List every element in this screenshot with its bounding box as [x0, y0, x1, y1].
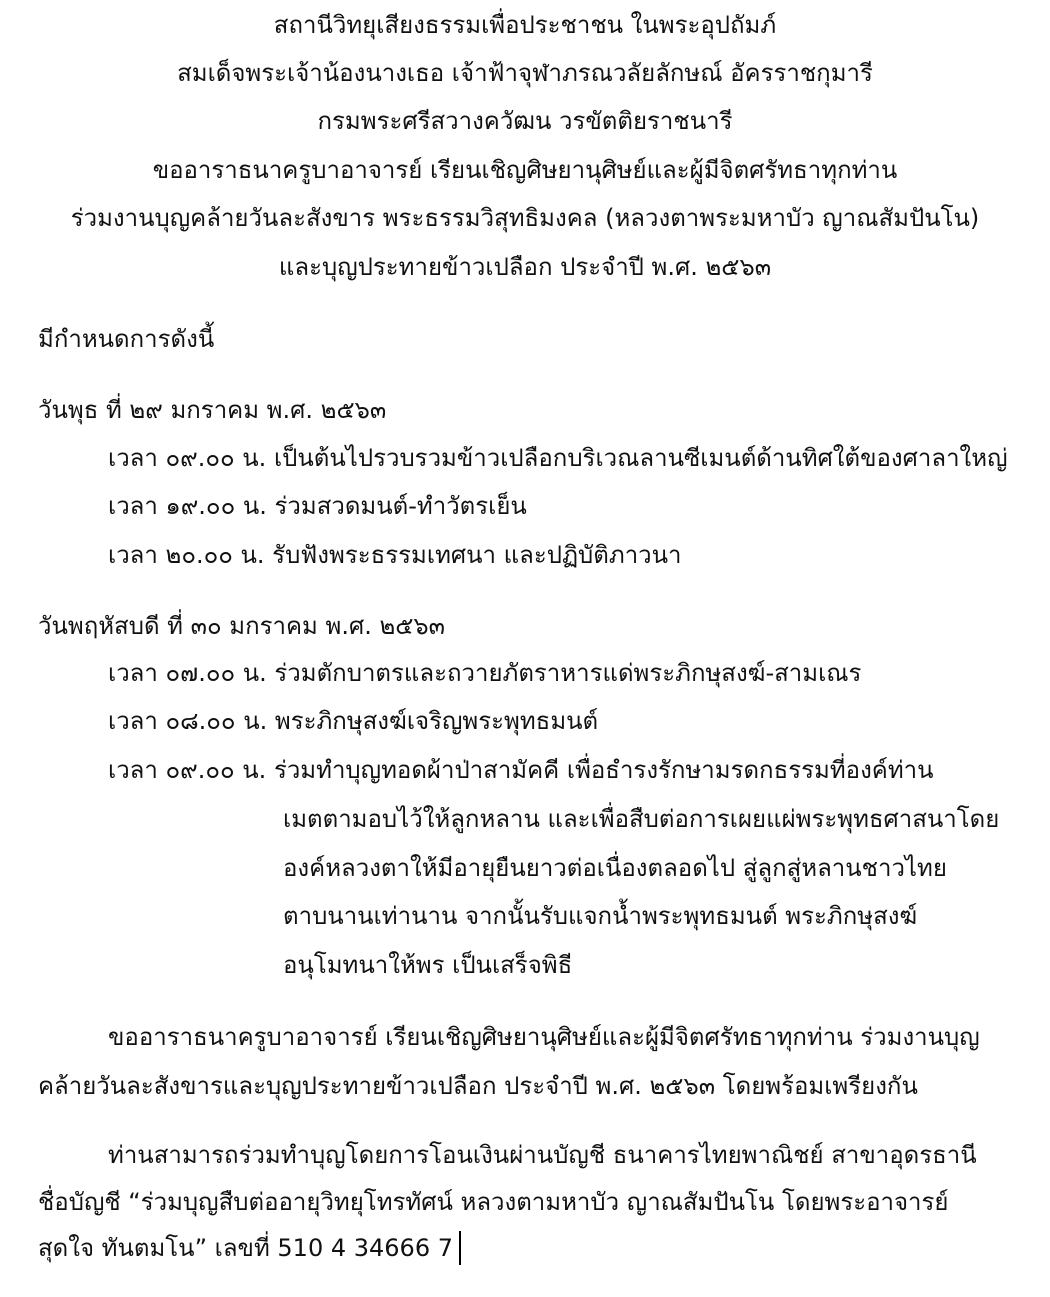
- text-cursor[interactable]: [459, 1231, 461, 1265]
- header-line-2: สมเด็จพระเจ้าน้องนางเธอ เจ้าฟ้าจุฬาภรณวลัยลักษณ์ อัครราชกุมารี: [177, 59, 873, 87]
- day2-heading: วันพฤหัสบดี ที่ ๓๐ มกราคม พ.ศ. ๒๕๖๓: [38, 612, 446, 640]
- day2-item: เวลา ๐๘.๐๐ น. พระภิกษุสงฆ์เจริญพระพุทธมนต์: [108, 707, 599, 735]
- day1-item: เวลา ๐๙.๐๐ น. เป็นต้นไปรวบรวมข้าวเปลือกบริเวณลานซีเมนต์ด้านทิศใต้ของศาลาใหญ่: [108, 444, 1008, 472]
- header-line-6: และบุญประทายข้าวเปลือก ประจำปี พ.ศ. ๒๕๖๓: [278, 253, 772, 281]
- header-line-4: ขออาราธนาครูบาอาจารย์ เรียนเชิญศิษยานุศิษย์และผู้มีจิตศรัทธาทุกท่าน: [152, 156, 898, 184]
- day2-item: เวลา ๐๙.๐๐ น. ร่วมทำบุญทอดผ้าป่าสามัคคี เพื่อธำรงรักษามรดกธรรมที่องค์ท่าน: [108, 756, 934, 784]
- day2-item: เวลา ๐๗.๐๐ น. ร่วมตักบาตรและถวายภัตราหารแด่พระภิกษุสงฆ์-สามเณร: [108, 659, 862, 687]
- header-line-3: กรมพระศรีสวางควัฒน วรขัตติยราชนารี: [317, 107, 733, 135]
- day1-item: เวลา ๒๐.๐๐ น. รับฟังพระธรรมเทศนา และปฏิบัติภาวนา: [108, 541, 682, 569]
- day1-item: เวลา ๑๙.๐๐ น. ร่วมสวดมนต์-ทำวัตรเย็น: [108, 492, 527, 520]
- header-line-5: ร่วมงานบุญคล้ายวันละสังขาร พระธรรมวิสุทธิมงคล (หลวงตาพระมหาบัว ญาณสัมปันโน): [70, 204, 980, 232]
- day1-heading: วันพุธ ที่ ๒๙ มกราคม พ.ศ. ๒๕๖๓: [38, 396, 387, 424]
- day2-item-continuation: องค์หลวงตาให้มีอายุยืนยาวต่อเนื่องตลอดไป สู่ลูกสู่หลานชาวไทย: [283, 854, 947, 882]
- invite-paragraph-line-2: คล้ายวันละสังขารและบุญประทายข้าวเปลือก ประจำปี พ.ศ. ๒๕๖๓ โดยพร้อมเพรียงกัน: [38, 1072, 918, 1100]
- header-line-1: สถานีวิทยุเสียงธรรมเพื่อประชาชน ในพระอุปถัมภ์: [273, 11, 777, 39]
- day2-item-continuation: อนุโมทนาให้พร เป็นเสร็จพิธี: [283, 951, 573, 979]
- schedule-intro: มีกำหนดการดังนี้: [38, 325, 215, 353]
- donation-paragraph-line-3: สุดใจ ทันตมโน” เลขที่ 510 4 34666 7: [38, 1234, 453, 1262]
- day2-item-continuation: เมตตามอบไว้ให้ลูกหลาน และเพื่อสืบต่อการเผยแผ่พระพุทธศาสนาโดย: [283, 805, 1000, 833]
- donation-paragraph-line-1: ท่านสามารถร่วมทำบุญโดยการโอนเงินผ่านบัญชี ธนาคารไทยพาณิชย์ สาขาอุดรธานี: [108, 1141, 977, 1169]
- day2-item-continuation: ตาบนานเท่านาน จากนั้นรับแจกน้ำพระพุทธมนต์ พระภิกษุสงฆ์: [283, 902, 918, 930]
- invite-paragraph-line-1: ขออาราธนาครูบาอาจารย์ เรียนเชิญศิษยานุศิษย์และผู้มีจิตศรัทธาทุกท่าน ร่วมงานบุญ: [108, 1023, 980, 1051]
- donation-paragraph-line-2: ชื่อบัญชี “ร่วมบุญสืบต่ออายุวิทยุโทรทัศน์ หลวงตามหาบัว ญาณสัมปันโน โดยพระอาจารย์: [38, 1188, 949, 1216]
